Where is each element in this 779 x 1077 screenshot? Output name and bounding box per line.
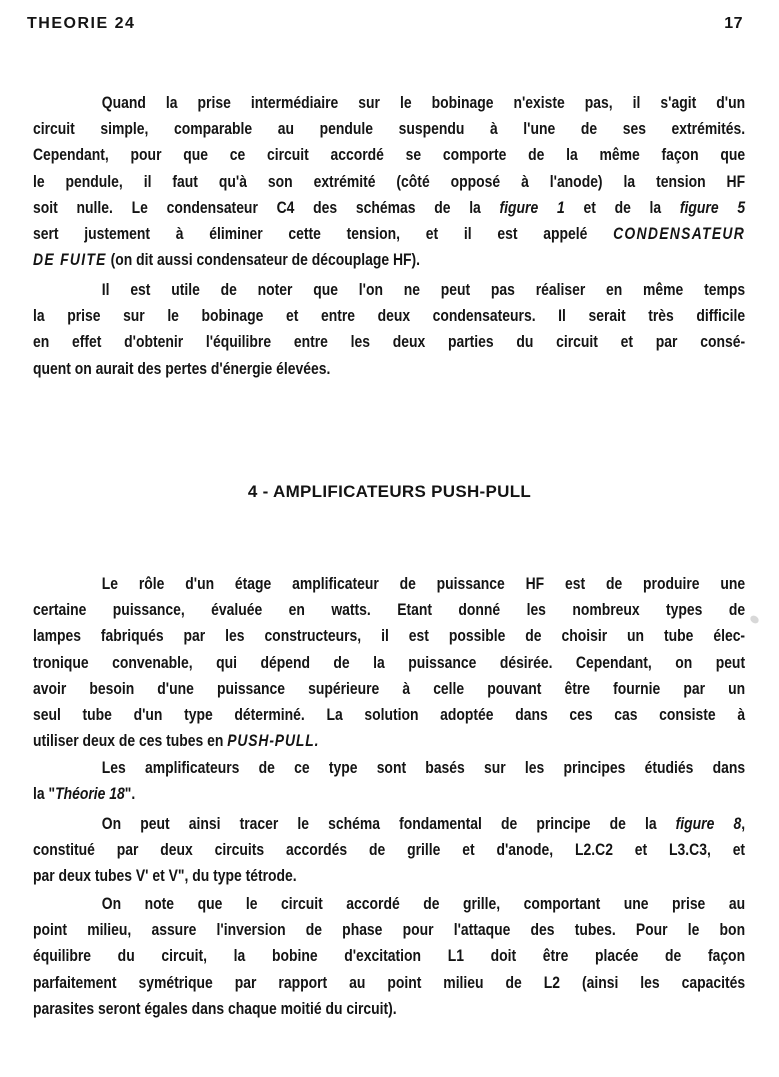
emphasized-term: DE FUITE [33,251,107,270]
text-line: Les amplificateurs de ce type sont basés sur les principes étudiés dans [101,759,746,777]
emphasized-term: CONDENSATEUR [613,225,746,244]
text-run: utiliser deux de ces tubes en [33,732,228,751]
text-line: avoir besoin d'une puissance supérieure à celle pouvant être fournie par un [33,679,746,698]
text-run: sert justement à éliminer cette tension, et il est appelé [33,225,614,244]
text-run: On peut ainsi tracer le schéma fondamental de principe de la [101,815,676,833]
figure-reference: figure 5 [679,198,746,217]
document-title: THEORIE 24 [27,15,136,32]
text-line: circuit simple, comparable au pendule suspendu à l'une de ses extrémités. [33,120,746,139]
text-line: la prise sur le bobinage et entre deux condensateurs. Il serait très difficile [33,307,746,326]
text-run: la " [33,785,56,804]
text-line: seul tube d'un type déterminé. La solution adoptée dans ces cas consiste à [33,706,746,725]
text-line: le pendule, il faut qu'à son extrémité (côté opposé à l'anode) la tension HF [33,172,746,191]
text-run: (on dit aussi condensateur de découplage HF). [106,251,421,270]
text-line: certaine puissance, évaluée en watts. Etant donné les nombreux types de [33,601,746,620]
text-line: point milieu, assure l'inversion de phase pour l'attaque des tubes. Pour le bon [33,921,746,940]
text-line: quent on aurait des pertes d'énergie élevées. [33,359,331,378]
text-line [33,195,745,221]
text-line: tronique convenable, qui dépend de la puissance désirée. Cependant, on peut [33,653,746,672]
paragraph-principes [33,755,745,807]
text-line: par deux tubes V' et V", du type tétrode. [33,867,297,886]
text-line: en effet d'obtenir l'équilibre entre les deux parties du circuit et par consé- [33,333,746,352]
text-line: Il est utile de noter que l'on ne peut pas réaliser en même temps [101,281,746,299]
text-line: On note que le circuit accordé de grille, comportant une prise au [101,895,746,913]
scan-smudge [749,614,760,625]
text-line: Le rôle d'un étage amplificateur de puissance HF est de produire une [101,575,746,593]
text-line [33,221,745,247]
text-run: , [741,815,746,833]
paragraph-role-amplificateur [33,571,745,754]
text-line: Quand la prise intermédiaire sur le bobinage n'existe pas, il s'agit d'un [101,94,746,112]
text-line: équilibre du circuit, la bobine d'excitation L1 doit être placée de façon [33,947,746,966]
text-line [33,811,745,837]
page-header [27,12,743,36]
paragraph-prise-note [33,277,745,382]
theory-reference: Théorie 18 [55,785,125,804]
figure-reference: figure 1 [499,198,565,217]
figure-reference: figure 8 [675,815,742,833]
paragraph-circuit-grille [33,891,745,1022]
text-line: Cependant, pour que ce circuit accordé se comporte de la même façon que [33,146,746,165]
text-line: constitué par deux circuits accordés de grille et d'anode, L2.C2 et L3.C3, et [33,841,746,860]
paragraph-schema-figure-8 [33,811,745,890]
text-line [33,728,745,754]
page-number: 17 [724,15,743,32]
text-line [33,781,745,807]
text-run: soit nulle. Le condensateur C4 des schémas de la [33,198,500,217]
paragraph-fuite-intro [33,90,745,273]
text-line [33,247,745,273]
section-heading: 4 - AMPLIFICATEURS PUSH-PULL [247,482,532,501]
text-run: ". [124,785,136,804]
text-run: et de la [564,198,680,217]
emphasized-term: PUSH-PULL. [227,732,320,751]
text-line: lampes fabriqués par les constructeurs, il est possible de choisir un tube élec- [33,627,746,646]
text-line: parasites seront égales dans chaque moitié du circuit). [33,999,397,1018]
text-line: parfaitement symétrique par rapport au point milieu de L2 (ainsi les capacités [33,973,746,992]
